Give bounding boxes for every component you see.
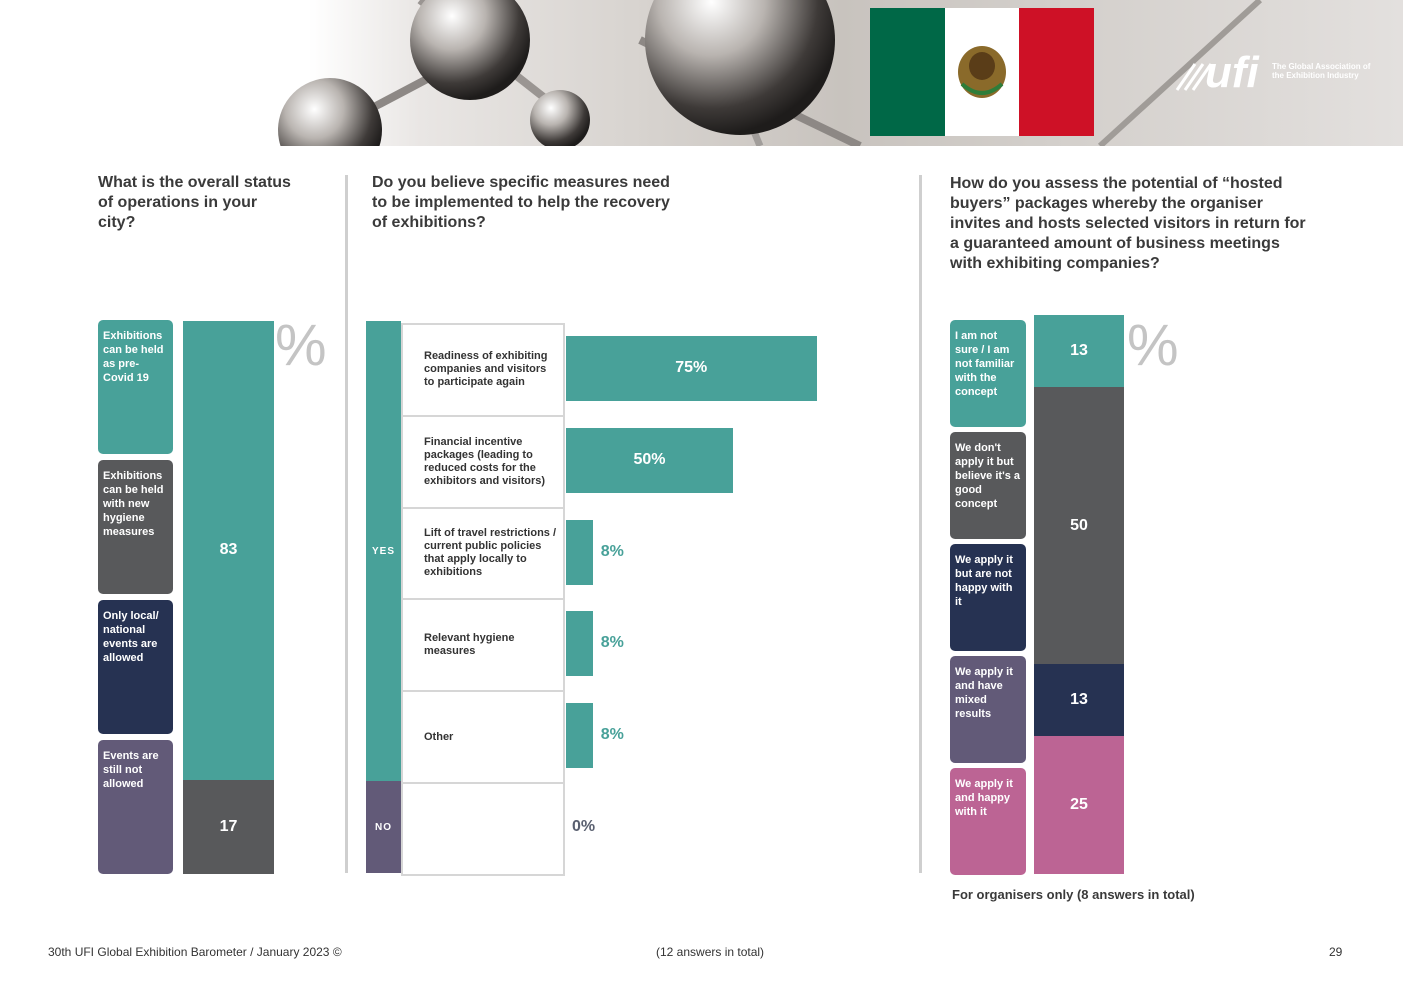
no-group-label: NO bbox=[366, 781, 401, 873]
left-bar-segment: 17 bbox=[183, 780, 274, 874]
page-number: 29 bbox=[1329, 945, 1343, 959]
right-legend-box: I am not sure / I am not familiar with the concept bbox=[950, 320, 1026, 427]
measure-value-label: 8% bbox=[600, 542, 624, 560]
right-note: For organisers only (8 answers in total) bbox=[952, 887, 1195, 902]
measure-value-label: 50% bbox=[633, 450, 666, 468]
middle-question: Do you believe specific measures need to be implemented to help the recovery of exhibitions? bbox=[372, 174, 670, 231]
left-legend-box: Exhibitions can be held as pre-Covid 19 bbox=[98, 320, 173, 454]
right-legend-box: We apply it but are not happy with it bbox=[950, 544, 1026, 651]
measure-value-label: 8% bbox=[600, 634, 624, 652]
measure-value-label: 0% bbox=[572, 818, 596, 835]
section-divider bbox=[345, 175, 348, 873]
measure-value-label: 75% bbox=[675, 359, 708, 376]
left-legend-box: Only local/ national events are allowed bbox=[98, 600, 173, 734]
ufi-logo-tagline: The Global Association of the Exhibition Industry bbox=[1272, 62, 1371, 80]
measure-value-label: 8% bbox=[600, 726, 624, 744]
measure-label: Readiness of exhibiting companies and visitors to participate again bbox=[401, 323, 565, 417]
ufi-logo-text: ufi bbox=[1205, 48, 1259, 97]
left-question: What is the overall status of operations in your city? bbox=[98, 174, 291, 231]
left-legend-box: Events are still not allowed bbox=[98, 740, 173, 874]
header-banner bbox=[0, 0, 1403, 146]
left-bar-segment: 83 bbox=[183, 321, 274, 780]
right-bar-segment: 50 bbox=[1034, 387, 1124, 664]
right-bar-segment: 25 bbox=[1034, 736, 1124, 874]
yes-group-label: YES bbox=[366, 321, 401, 781]
measure-label: Other bbox=[401, 690, 565, 784]
footer-source: 30th UFI Global Exhibition Barometer / January 2023 © bbox=[48, 945, 342, 959]
page-title: Mexico bbox=[64, 36, 196, 78]
right-bar-segment: 13 bbox=[1034, 664, 1124, 736]
measure-label: Financial incentive packages (leading to reduced costs for the exhibitors and visitors) bbox=[401, 415, 565, 509]
right-question: How do you assess the potential of “hosted buyers” packages whereby the organiser invites and hosts selected visitors in return for a guaranteed amount of business meetings with exhibiting companies? bbox=[950, 175, 1306, 272]
right-legend-box: We don't apply it but believe it's a good concept bbox=[950, 432, 1026, 539]
right-percent-symbol: % bbox=[1127, 313, 1179, 378]
right-legend-box: We apply it and have mixed results bbox=[950, 656, 1026, 763]
right-legend-box: We apply it and happy with it bbox=[950, 768, 1026, 875]
measure-bar bbox=[566, 520, 593, 585]
left-legend-box: Exhibitions can be held with new hygiene measures bbox=[98, 460, 173, 594]
left-percent-symbol: % bbox=[275, 313, 327, 378]
mexico-flag-icon bbox=[870, 8, 1094, 136]
right-bar-segment: 13 bbox=[1034, 315, 1124, 387]
measure-bar bbox=[566, 611, 593, 676]
section-divider bbox=[919, 175, 922, 873]
measure-label bbox=[401, 782, 565, 876]
measure-label: Relevant hygiene measures bbox=[401, 598, 565, 692]
measure-label: Lift of travel restrictions / current public policies that apply locally to exhibitions bbox=[401, 507, 565, 601]
measure-bar bbox=[566, 703, 593, 768]
footer-answers: (12 answers in total) bbox=[656, 945, 765, 959]
